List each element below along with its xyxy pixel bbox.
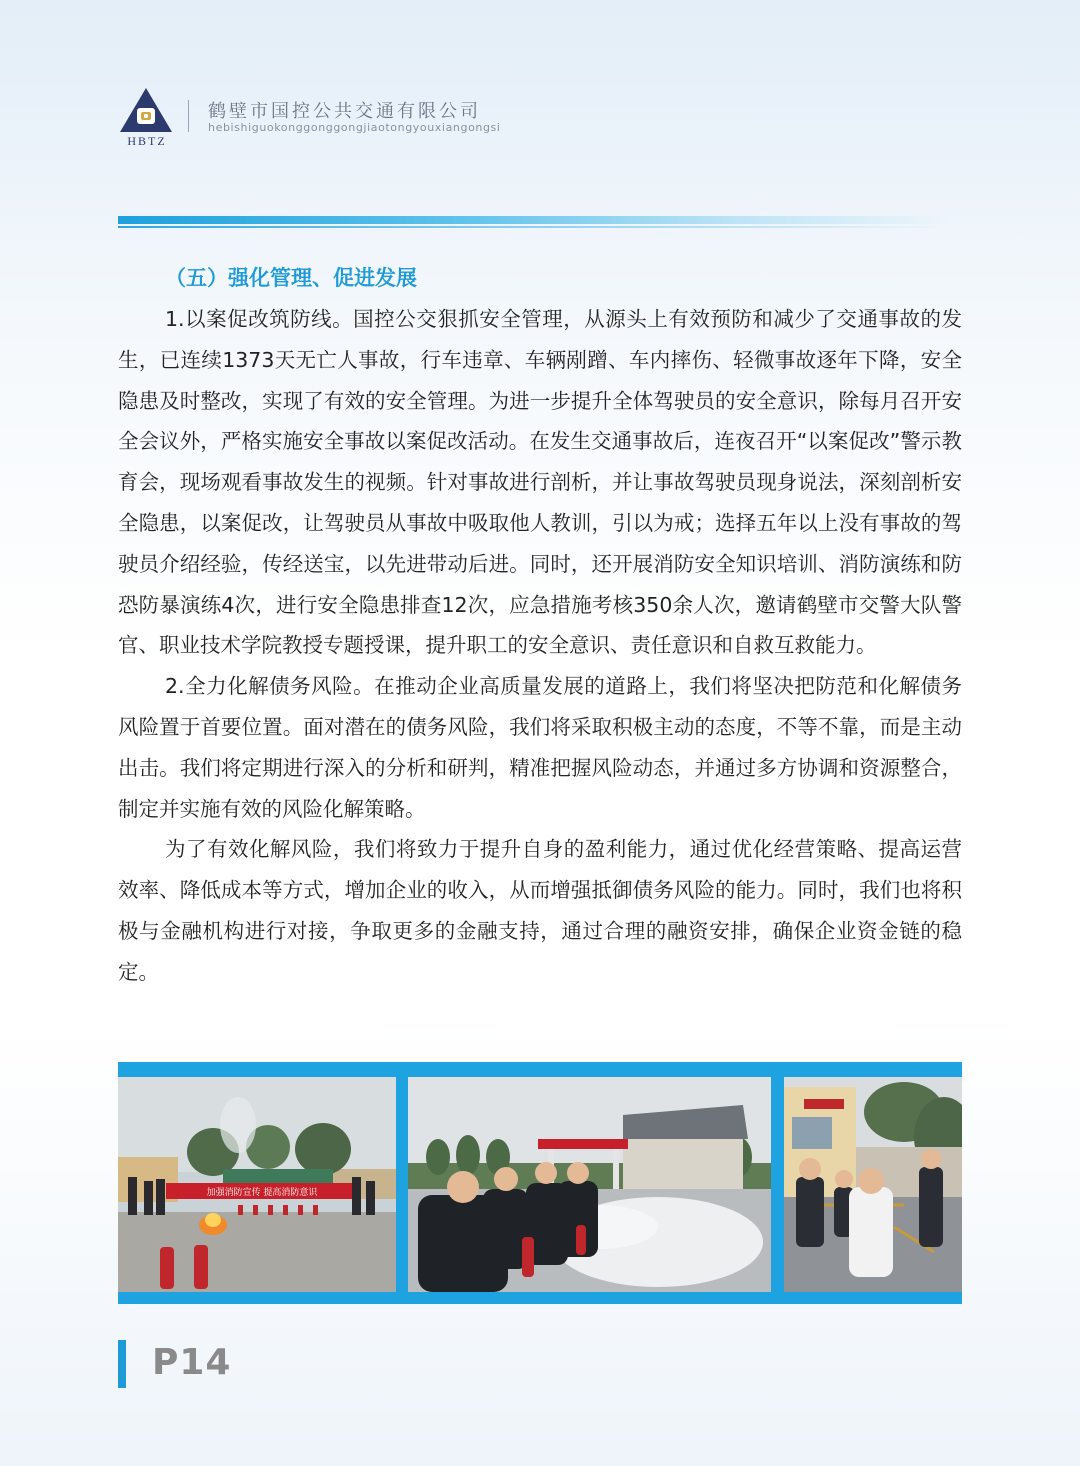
photo-strip — [118, 1062, 962, 1304]
header-rule-thick — [118, 216, 948, 224]
photo-extinguisher-drill — [408, 1077, 771, 1292]
header-divider — [188, 100, 189, 132]
photo-anti-terror-drill — [784, 1077, 962, 1292]
company-name-en: hebishiguokonggonggongjiaotongyouxiangongsi — [208, 121, 501, 134]
logo-letters: HBTZ — [127, 134, 167, 148]
page-number-text: P14 — [152, 1342, 232, 1383]
banner-text: 加强消防宣传 提高消防意识 — [206, 1188, 318, 1198]
paragraph-debt-risk: 2.全力化解债务风险。在推动企业高质量发展的道路上，我们将坚决把防范和化解债务风险置于首要位置。面对潜在的债务风险，我们将采取积极主动的态度，不等不靠，而是主动出击。我们将定期进行深入的分析和研判，精准把握风险动态，并通过多方协调和资源整合，制定并实施有效的风险化解策略。 — [118, 674, 962, 821]
page-number-bar — [118, 1340, 126, 1388]
paragraph-case-prevention: 1.以案促改筑防线。国控公交狠抓安全管理，从源头上有效预防和减少了交通事故的发生，已连续1373天无亡人事故，行车违章、车辆剐蹭、车内摔伤、轻微事故逐年下降，安全隐患及时整改，实现了有效的安全管理。为进一步提升全体驾驶员的安全意识，除每月召开安全会议外，严格实施安全事故以案促改活动。在发生交通事故后，连夜召开“以案促改”警示教育会，现场观看事故发生的视频。针对事故进行剖析，并让事故驾驶员现身说法，深刻剖析安全隐患，以案促改，让驾驶员从事故中吸取他人教训，引以为戒；选择五年以上没有事故的驾驶员介绍经验，传经送宝，以先进带动后进。同时，还开展消防安全知识培训、消防演练和防恐防暴演练4次，进行安全隐患排查12次，应急措施考核350余人次，邀请鹤壁市交警大队警官、职业技术学院教授专题授课，提升职工的安全意识、责任意识和自救互救能力。 — [118, 307, 962, 658]
header-rule — [118, 216, 948, 229]
company-name-cn: 鹤壁市国控公共交通有限公司 — [208, 101, 481, 122]
section-title: （五）强化管理、促进发展 — [165, 266, 417, 290]
company-logo — [118, 86, 174, 148]
article-body — [118, 258, 962, 993]
paragraph-profitability: 为了有效化解风险，我们将致力于提升自身的盈利能力，通过优化经营策略、提高运营效率、降低成本等方式，增加企业的收入，从而增强抵御债务风险的能力。同时，我们也将积极与金融机构进行对接，争取更多的金融支持，通过合理的融资安排，确保企业资金链的稳定。 — [118, 837, 962, 984]
header-rule-thin — [118, 226, 948, 228]
photo-fire-drill-banner — [118, 1077, 396, 1292]
